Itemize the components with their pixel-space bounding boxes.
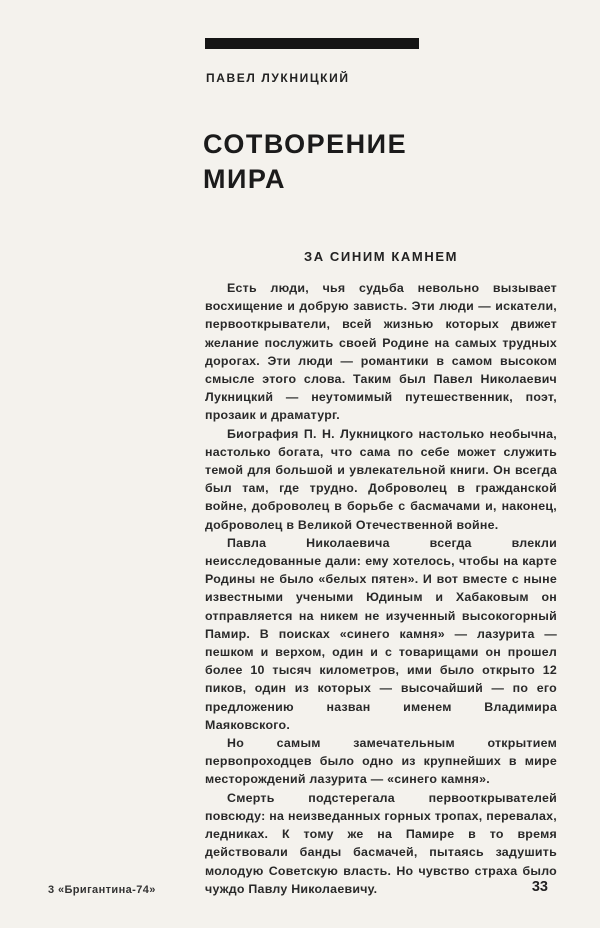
paragraph: Биография П. Н. Лукницкого настолько необычна, настолько богата, что сама по себе может служить темой для большой и увлекательной книги. Он всегда был там, где трудно. Доброволец в гражданской войне, доброволец в борьбе с басмачами и, наконец, доброволец в Великой Отечественной войне. (205, 426, 557, 532)
paragraph: Но самым замечательным открытием первопроходцев было одно из крупнейших в мире месторождений лазурита — «синего камня». (205, 736, 557, 787)
body-text-column (205, 279, 557, 898)
paragraph: Есть люди, чья судьба невольно вызывает восхищение и добрую зависть. Эти люди — искатели, первооткрыватели, всей жизнью которых движет желание послужить своей Родине на самых трудных дорогах. Эти люди — романтики в самом высоком смысле этого слова. Таким был Павел Николаевич Лукницкий — неутомимый путешественник, поэт, прозаик и драматург. (205, 281, 557, 423)
author-name: ПАВЕЛ ЛУКНИЦКИЙ (206, 71, 350, 85)
book-title-line1: СОТВОРЕНИЕ (203, 129, 408, 159)
paragraph: Смерть подстерегала первооткрывателей повсюду: на неизведанных горных тропах, перевалах, ледниках. К тому же на Памире в то время действовали банды басмачей, пытаясь задушить молодую Советскую власть. Но чувство страха было чуждо Павлу Николаевичу. (205, 790, 557, 896)
page-number: 33 (531, 879, 548, 895)
footer-imprint: 3 «Бригантина-74» (48, 884, 156, 896)
book-title-line2: МИРА (203, 164, 287, 194)
paragraph: Павла Николаевича всегда влекли неисследованные дали: ему хотелось, чтобы на карте Родины не было «белых пятен». И вот вместе с ныне известными учеными Юдиным и Хабаковым он отправляется на никем не изученный высокогорный Памир. В поисках «синего камня» — лазурита — пешком и верхом, один и с товарищами он прошел более 10 тысяч километров, ими было открыто 12 пиков, один из которых — высочайший — по его предложению назван именем Владимира Маяковского. (205, 535, 557, 732)
book-title (203, 127, 407, 197)
top-rule-bar (205, 38, 419, 49)
section-heading: ЗА СИНИМ КАМНЕМ (303, 249, 459, 264)
